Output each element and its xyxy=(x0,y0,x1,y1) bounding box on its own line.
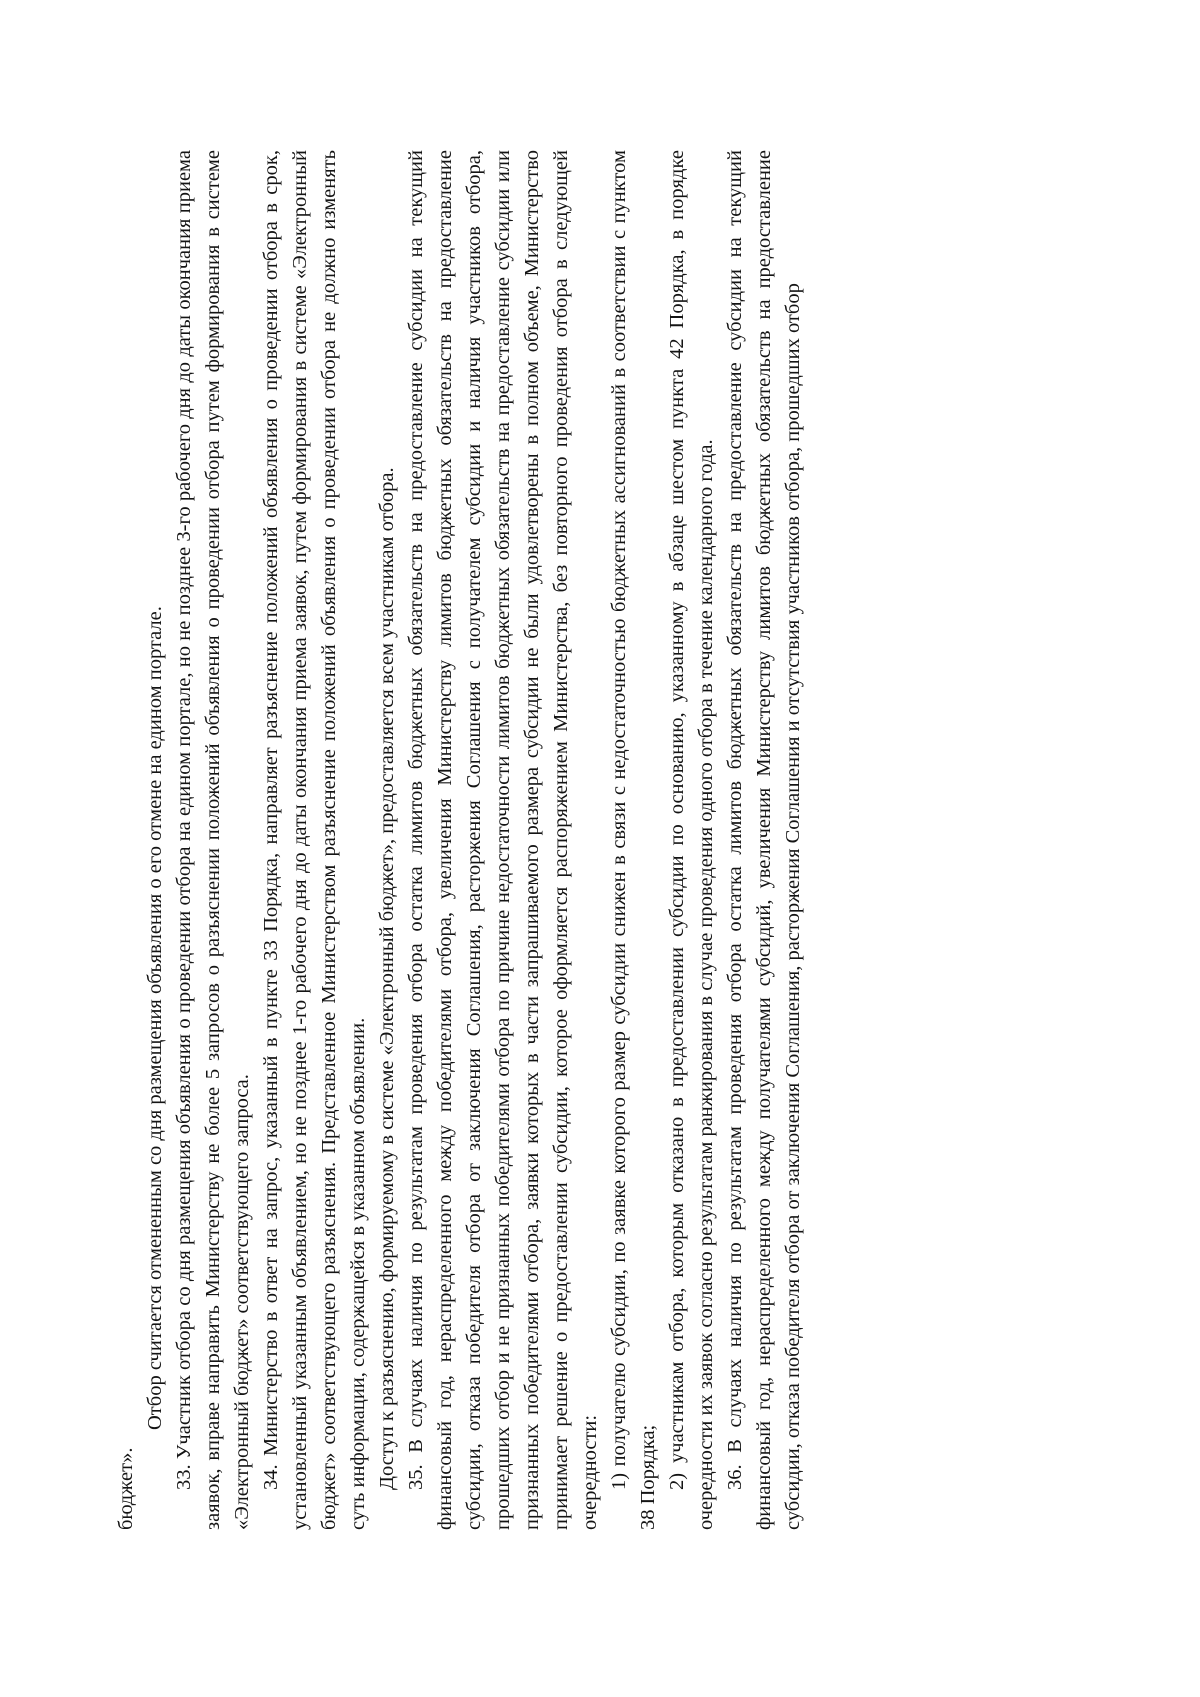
paragraph-otmena: Отбор считается отмененным со дня размещения объявления о его отмене на едином портале. xyxy=(144,606,166,1430)
paragraph-35: 35. В случаях наличия по результатам проведения отбора остатка лимитов бюджетных обязательств на предоставление субсидии на текущий финансовый год, нераспределенного между победителями отбора, увеличения Министерству лимитов бюджетных обязательств на предоставление субсидии, отказа победителя отбора от заключения Соглашения, расторжения Соглашения с получателем субсидии и наличия участников отбора, прошедших отбор и не признанных победителями отбора по причине недостаточности лимитов бюджетных обязательств на предоставление субсидии или признанных победителями отбора, заявки которых в части запрашиваемого размера субсидии не были удовлетворены в полном объеме, Министерство принимает решение о предоставлении субсидии, которое оформляется распоряжением Министерства, без повторного проведения отбора в следующей очередности: xyxy=(405,150,601,1530)
paragraph-dostup: Доступ к разъяснению, формируемому в системе «Электронный бюджет», предоставляется всем участникам отбора. xyxy=(376,467,398,1490)
rotated-text-block xyxy=(112,150,1042,1530)
paragraph-35-item-2: 2) участникам отбора, которым отказано в предоставлении субсидии по основанию, указанному в абзаце шестом пункта 42 Порядка, в порядке очередности их заявок согласно результатам ранжирования в случае проведения одного отбора в течение календарного года. xyxy=(666,150,717,1530)
paragraph-continuation: бюджет». xyxy=(115,1447,137,1530)
paragraph-34: 34. Министерство в ответ на запрос, указанный в пункте 33 Порядка, направляет разъяснение положений объявления о проведении отбора в срок, установленный указанным объявлением, но не позднее 1-го рабочего дня до даты окончания приема заявок, путем формирования в системе «Электронный бюджет» соответствующего разъяснения. Представленное Министерством разъяснение положений объявления о проведении отбора не должно изменять суть информации, содержащейся в указанном объявлении. xyxy=(260,150,369,1530)
paragraph-33: 33. Участник отбора со дня размещения объявления о проведении отбора на едином портале, но не позднее 3-го рабочего дня до даты окончания приема заявок, вправе направить Министерству не более 5 запросов о разъяснении положений объявления о проведении отбора путем формирования в системе «Электронный бюджет» соответствующего запроса. xyxy=(173,150,253,1530)
paragraph-36: 36. В случаях наличия по результатам проведения отбора остатка лимитов бюджетных обязательств на предоставление субсидии на текущий финансовый год, нераспределенного между получателями субсидий, увеличения Министерству лимитов бюджетных обязательств на предоставление субсидии, отказа победителя отбора от заключения Соглашения, расторжения Соглашения и отсутствия участников отбора, прошедших отбор xyxy=(724,150,804,1530)
paragraph-35-item-1: 1) получателю субсидии, по заявке которого размер субсидии снижен в связи с недостаточностью бюджетных ассигнований в соответствии с пунктом 38 Порядка; xyxy=(608,150,659,1530)
